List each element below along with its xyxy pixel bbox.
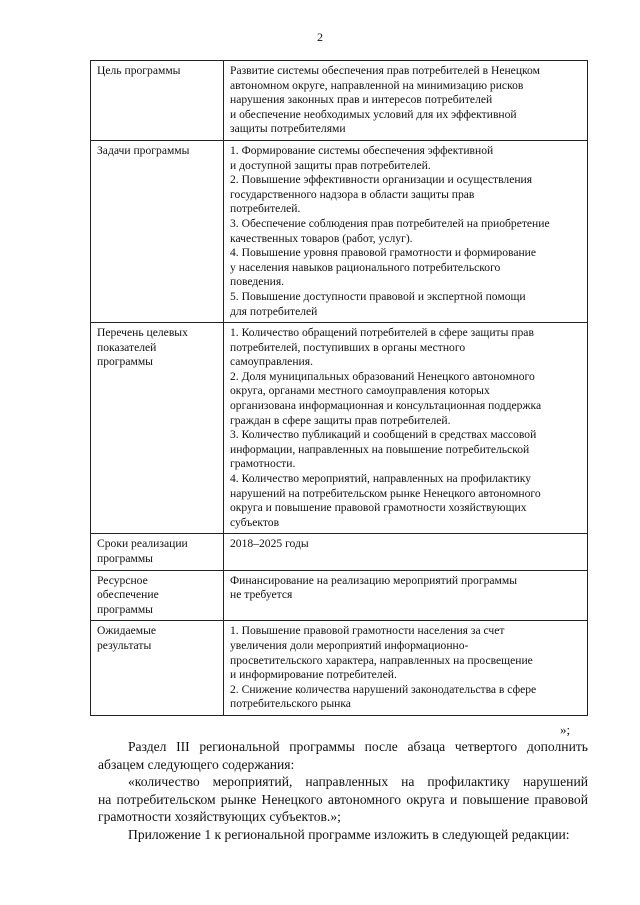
row-value-line: округа и повышение правовой грамотности хозяйствующих	[230, 501, 527, 515]
table-row-tasks	[91, 140, 588, 322]
row-value-line: Развитие системы обеспечения прав потребителей в Ненецком	[230, 64, 540, 77]
paragraph-line: абзацем следующего содержания:	[98, 756, 295, 772]
row-value-line: грамотности.	[230, 457, 296, 471]
row-label-line: Задачи программы	[97, 143, 190, 157]
row-value-line: и информирование потребителей.	[230, 668, 397, 682]
row-value-line: 2. Повышение эффективности организации и осуществления	[230, 173, 533, 187]
row-value-line: потребителей, поступивших в органы местного	[230, 340, 466, 354]
row-value-line: информации, направленных на повышение потребительской	[230, 442, 530, 456]
row-value-line: 1. Формирование системы обеспечения эффективной	[230, 143, 494, 157]
row-value-line: поведения.	[230, 275, 285, 289]
row-value-line: нарушений на потребительском рынке Ненецкого автономного	[230, 486, 541, 500]
row-value-line: и обеспечение необходимых условий для их эффективной	[230, 107, 517, 121]
row-value-line: 2. Снижение количества нарушений законодательства в сфере	[230, 682, 537, 696]
row-label-line: Цель программы	[97, 64, 181, 77]
paragraph-quoted-addition	[98, 773, 588, 826]
row-value-line: государственного надзора в области защиты прав	[230, 187, 475, 201]
row-label-line: программы	[97, 355, 153, 369]
row-value-line: автономном округе, направленной на минимизацию рисков	[230, 78, 524, 92]
table-row-indicators	[91, 323, 588, 534]
row-label-line: результаты	[97, 638, 152, 652]
row-value-line: округа, органами местного самоуправления которых	[230, 384, 490, 398]
row-label-cell	[91, 570, 224, 621]
row-value-line: граждан в сфере защиты прав потребителей.	[230, 413, 451, 427]
paragraph-section-amendment	[98, 738, 588, 773]
row-label-line: обеспечение	[97, 588, 159, 602]
row-value-line: 2018–2025 годы	[230, 537, 309, 551]
row-value-cell	[224, 140, 588, 322]
table-row-resources	[91, 570, 588, 621]
paragraph-appendix	[98, 826, 588, 844]
program-passport-table	[90, 60, 588, 716]
row-value-cell	[224, 621, 588, 716]
row-label-line: Сроки реализации	[97, 537, 188, 551]
closing-quote: »;	[560, 722, 571, 737]
row-value-line: потребительского рынка	[230, 697, 351, 711]
row-value-line: 4. Повышение уровня правовой грамотности и формирование	[230, 246, 537, 260]
row-value-line: самоуправления.	[230, 355, 313, 369]
row-label-cell	[91, 534, 224, 570]
row-value-line: увеличения доли мероприятий информационно-	[230, 638, 469, 652]
row-value-line: 3. Обеспечение соблюдения прав потребителей на приобретение	[230, 216, 550, 230]
row-label-line: показателей	[97, 340, 157, 354]
page-number: 2	[317, 30, 323, 44]
table-row-terms	[91, 534, 588, 570]
row-label-cell	[91, 621, 224, 716]
row-value-cell	[224, 534, 588, 570]
row-value-line: 5. Повышение доступности правовой и экспертной помощи	[230, 289, 526, 303]
row-label-cell	[91, 323, 224, 534]
row-value-line: 1. Повышение правовой грамотности населения за счет	[230, 624, 505, 638]
row-value-line: нарушения законных прав и интересов потребителей	[230, 93, 493, 107]
paragraph-line: грамотности хозяйствующих субъектов.»;	[98, 809, 341, 824]
row-value-line: и доступной защиты прав потребителей.	[230, 158, 431, 172]
row-value-line: 3. Количество публикаций и сообщений в средствах массовой	[230, 428, 537, 442]
paragraph-line: Приложение 1 к региональной программе изложить в следующей редакции:	[128, 827, 570, 842]
row-value-line: 2. Доля муниципальных образований Ненецкого автономного	[230, 369, 535, 383]
row-value-line: качественных товаров (работ, услуг).	[230, 231, 413, 245]
row-value-line: 1. Количество обращений потребителей в сфере защиты прав	[230, 326, 534, 340]
row-value-line: Финансирование на реализацию мероприятий программы	[230, 573, 517, 587]
row-value-line: потребителей.	[230, 202, 301, 216]
row-value-cell	[224, 323, 588, 534]
paragraph-line: Раздел III региональной программы после абзаца четвертого дополнить	[128, 739, 588, 754]
row-value-line: 4. Количество мероприятий, направленных на профилактику	[230, 472, 532, 486]
row-value-line: у населения навыков рационального потребительского	[230, 260, 501, 274]
table-row-results	[91, 621, 588, 716]
row-label-line: Ресурсное	[97, 573, 148, 587]
row-value-line: просветительского характера, направленных на просвещение	[230, 653, 533, 667]
row-label-line: программы	[97, 602, 153, 616]
table-row-goal	[91, 61, 588, 141]
paragraph-line: на потребительском рынке Ненецкого автономного округа и повышение правовой	[98, 791, 588, 807]
row-value-line: защиты потребителями	[230, 122, 346, 136]
row-value-line: организована информационная и консультационная поддержка	[230, 399, 542, 413]
row-label-line: Перечень целевых	[97, 326, 188, 340]
row-value-line: для потребителей	[230, 304, 318, 318]
row-value-line: субъектов	[230, 515, 280, 529]
row-value-cell	[224, 61, 588, 141]
paragraph-line: «количество мероприятий, направленных на профилактику нарушений	[128, 774, 588, 789]
row-label-line: программы	[97, 552, 153, 565]
row-value-line: не требуется	[230, 588, 293, 602]
row-label-line: Ожидаемые	[97, 624, 157, 638]
row-value-cell	[224, 570, 588, 621]
row-label-cell	[91, 140, 224, 322]
row-label-cell	[91, 61, 224, 141]
